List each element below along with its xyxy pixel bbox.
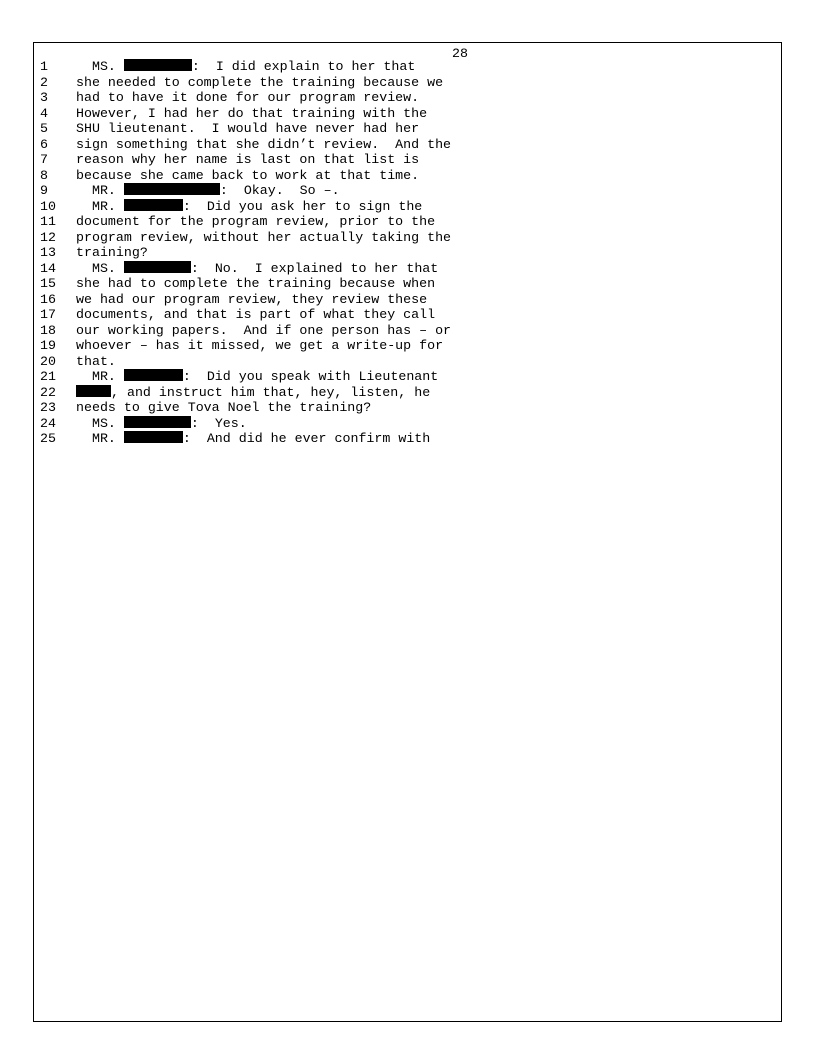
line-text: had to have it done for our program review. bbox=[76, 90, 420, 105]
spoken-text: : Did you speak with Lieutenant bbox=[182, 369, 439, 384]
line-text bbox=[76, 416, 247, 432]
spoken-text: : And did he ever confirm with bbox=[182, 431, 431, 446]
line-number: 3 bbox=[40, 90, 48, 105]
redaction-bar bbox=[124, 416, 191, 428]
line-text bbox=[76, 385, 430, 401]
redaction-bar bbox=[124, 261, 191, 273]
redaction-bar bbox=[76, 385, 111, 397]
line-text: program review, without her actually taking the bbox=[76, 229, 452, 245]
speaker-prefix: MS. bbox=[76, 260, 124, 276]
line-number: 21 bbox=[40, 369, 56, 384]
line-number: 17 bbox=[40, 307, 56, 322]
redaction-bar bbox=[124, 369, 183, 381]
line-number: 8 bbox=[40, 167, 48, 183]
line-number: 10 bbox=[40, 198, 56, 214]
line-number: 19 bbox=[40, 338, 56, 353]
line-number: 5 bbox=[40, 121, 48, 136]
line-number: 11 bbox=[40, 214, 56, 229]
line-text: However, I had her do that training with the bbox=[76, 105, 428, 121]
speaker-prefix: MS. bbox=[76, 415, 124, 431]
line-text bbox=[76, 199, 422, 215]
speaker-prefix: MR. bbox=[76, 198, 124, 214]
line-number: 12 bbox=[40, 229, 56, 245]
line-number: 16 bbox=[40, 291, 56, 307]
line-number: 18 bbox=[40, 322, 56, 338]
line-text: document for the program review, prior to the bbox=[76, 214, 436, 229]
line-text bbox=[76, 369, 438, 385]
line-number: 20 bbox=[40, 353, 56, 369]
speaker-prefix: MR. bbox=[76, 431, 124, 446]
spoken-text: : Yes. bbox=[190, 415, 247, 431]
line-number: 7 bbox=[40, 152, 48, 167]
speaker-prefix: MR. bbox=[76, 183, 124, 198]
line-number: 6 bbox=[40, 136, 48, 152]
page-number: 28 bbox=[452, 46, 468, 61]
redaction-bar bbox=[124, 199, 183, 211]
line-text: she needed to complete the training because we bbox=[76, 74, 444, 90]
line-number: 9 bbox=[40, 183, 48, 198]
line-number: 25 bbox=[40, 431, 56, 446]
spoken-text: : Okay. So –. bbox=[219, 183, 340, 198]
line-text bbox=[76, 261, 438, 277]
line-number: 14 bbox=[40, 260, 56, 276]
line-text: documents, and that is part of what they call bbox=[76, 307, 436, 322]
line-text: sign something that she didn’t review. And the bbox=[76, 136, 452, 152]
line-text: she had to complete the training because when bbox=[76, 276, 436, 291]
line-text: needs to give Tova Noel the training? bbox=[76, 400, 372, 415]
line-number: 4 bbox=[40, 105, 48, 121]
line-number: 22 bbox=[40, 384, 56, 400]
line-number: 23 bbox=[40, 400, 56, 415]
line-number: 2 bbox=[40, 74, 48, 90]
line-number: 15 bbox=[40, 276, 56, 291]
speaker-prefix: MS. bbox=[76, 59, 124, 74]
spoken-text: , and instruct him that, hey, listen, he bbox=[111, 384, 431, 400]
redaction-bar bbox=[124, 183, 220, 195]
line-text bbox=[76, 59, 415, 75]
line-text: we had our program review, they review these bbox=[76, 291, 428, 307]
line-text: our working papers. And if one person has – or bbox=[76, 322, 452, 338]
line-number: 13 bbox=[40, 245, 56, 260]
line-text: whoever – has it missed, we get a write-up for bbox=[76, 338, 444, 353]
line-text: training? bbox=[76, 245, 148, 260]
line-number: 1 bbox=[40, 59, 48, 74]
spoken-text: : Did you ask her to sign the bbox=[182, 198, 423, 214]
line-text bbox=[76, 183, 340, 199]
line-text: reason why her name is last on that list is bbox=[76, 152, 420, 167]
line-text: SHU lieutenant. I would have never had her bbox=[76, 121, 420, 136]
line-number: 24 bbox=[40, 415, 56, 431]
spoken-text: : No. I explained to her that bbox=[190, 260, 439, 276]
speaker-prefix: MR. bbox=[76, 369, 124, 384]
redaction-bar bbox=[124, 59, 192, 71]
line-text: that. bbox=[76, 353, 116, 369]
line-text bbox=[76, 431, 430, 447]
redaction-bar bbox=[124, 431, 183, 443]
line-text: because she came back to work at that time. bbox=[76, 167, 420, 183]
spoken-text: : I did explain to her that bbox=[191, 59, 416, 74]
